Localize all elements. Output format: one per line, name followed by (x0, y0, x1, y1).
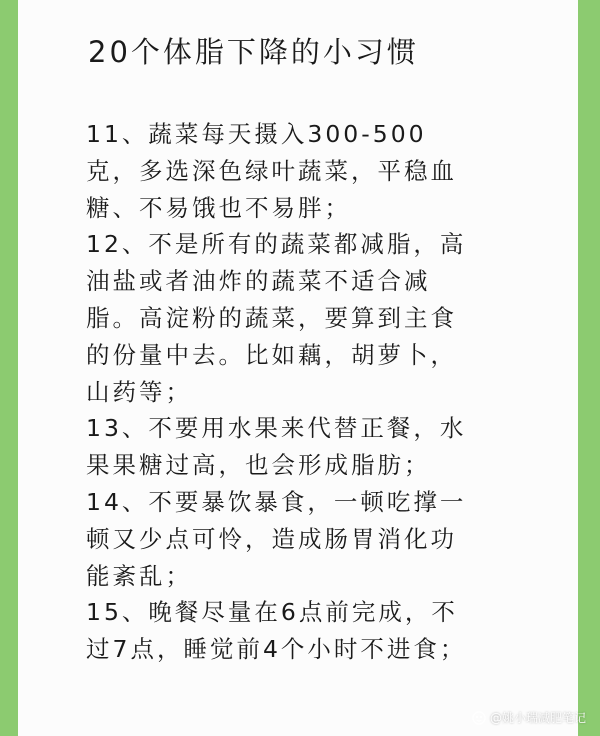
text-line: 15、晚餐尽量在6点前完成，不 (86, 598, 458, 627)
text-line: 的份量中去。比如藕，胡萝卜， (86, 340, 457, 369)
watermark (472, 709, 586, 726)
text-line: 能紊乱； (86, 561, 192, 590)
text-line: 果果糖过高，也会形成脂肪； (86, 451, 431, 480)
text-line: 克，多选深色绿叶蔬菜，平稳血 (86, 156, 457, 185)
text-line: 过7点，睡觉前4个小时不进食； (86, 635, 467, 664)
text-line: 14、不要暴饮暴食，一顿吃撑一 (86, 487, 467, 516)
text-line: 顿又少点可怜，造成肠胃消化功 (86, 524, 457, 553)
content-card (18, 0, 578, 736)
text-line: 油盐或者油炸的蔬菜不适合减 (86, 267, 431, 296)
text-line: 山药等； (86, 377, 192, 406)
text-line: 脂。高淀粉的蔬菜，要算到主食 (86, 303, 457, 332)
brand-logo-icon (472, 711, 486, 725)
text-line: 糖、不易饿也不易胖； (86, 193, 351, 222)
text-line: 12、不是所有的蔬菜都减脂，高 (86, 230, 467, 259)
habit-list (86, 116, 576, 668)
text-line: 11、蔬菜每天摄入300-500 (86, 120, 427, 148)
page-title: 20个体脂下降的小习惯 (88, 35, 419, 69)
watermark-text: @姚小瑞减肥笔记 (489, 711, 586, 725)
text-line: 13、不要用水果来代替正餐，水 (86, 414, 467, 443)
